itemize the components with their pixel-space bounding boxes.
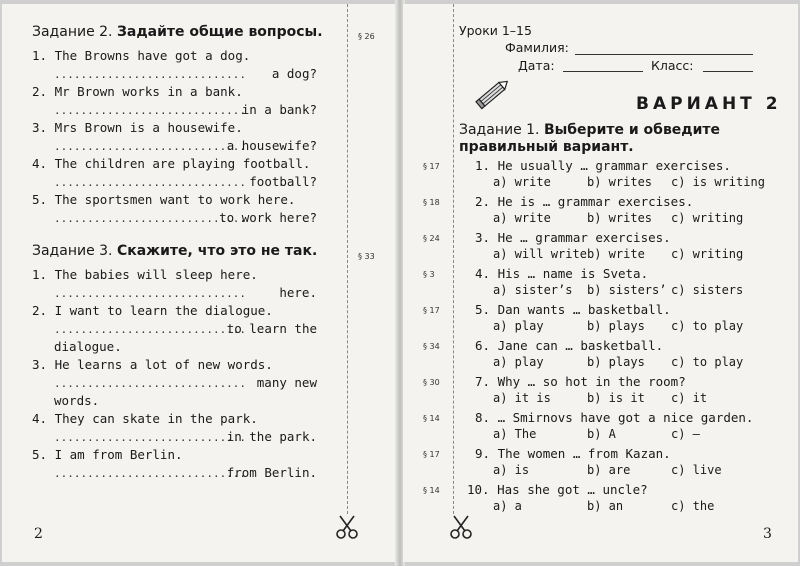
option-a: a) play <box>493 319 544 333</box>
page-number-left: 2 <box>34 526 43 542</box>
section-ref: § 14 <box>423 486 440 495</box>
option-c: c) live <box>671 463 722 477</box>
option-a: a) write <box>493 211 551 225</box>
sentence: 2. Mr Brown works in a bank. <box>32 84 243 99</box>
option-c: c) writing <box>671 211 744 225</box>
section-ref: § 14 <box>423 414 440 423</box>
option-a: a) sister’s <box>493 283 573 297</box>
task2-ref: § 26 <box>358 32 375 41</box>
option-b: b) are <box>587 463 631 477</box>
task1-title: Задание 1. Выберите и обведите <box>459 122 721 138</box>
option-b: b) an <box>587 499 624 513</box>
answer-tail: to work here? <box>219 210 317 225</box>
question: 1. He usually … grammar exercises. <box>475 158 731 173</box>
option-c: c) writing <box>671 247 744 261</box>
left-page <box>2 4 397 562</box>
task3-title: Задание 3. Скажите, что это не так. <box>32 243 318 259</box>
right-page <box>403 4 798 562</box>
date-blank <box>563 71 643 72</box>
option-a: a) it is <box>493 391 551 405</box>
pencil-icon <box>473 76 513 112</box>
answer-blank: ............................. <box>54 104 247 117</box>
option-a: a) The <box>493 427 537 441</box>
answer-continuation: dialogue. <box>54 339 122 354</box>
scissors-icon <box>449 514 473 540</box>
option-b: b) sisters’ <box>587 283 667 297</box>
question: 6. Jane can … basketball. <box>475 338 664 353</box>
task2-title: Задание 2. Задайте общие вопросы. <box>32 24 323 40</box>
answer-tail: here. <box>279 285 317 300</box>
section-ref: § 17 <box>423 162 440 171</box>
section-ref: § 24 <box>423 234 440 243</box>
option-a: a) write <box>493 175 551 189</box>
section-ref: § 3 <box>423 270 435 279</box>
page-number-right: 3 <box>763 526 772 542</box>
answer-tail: football? <box>249 174 317 189</box>
task1-title-line2: правильный вариант. <box>459 139 634 155</box>
scissors-icon <box>335 514 359 540</box>
date-label: Дата: <box>518 58 555 73</box>
sentence: 4. They can skate in the park. <box>32 411 258 426</box>
answer-tail: many new <box>256 375 317 390</box>
surname-label: Фамилия: <box>505 40 569 55</box>
answer-tail: in the park. <box>226 429 317 444</box>
option-b: b) plays <box>587 355 645 369</box>
option-a: a) a <box>493 499 522 513</box>
answer-blank: ............................. <box>54 176 247 189</box>
option-b: b) is it <box>587 391 645 405</box>
option-a: a) will write <box>493 247 587 261</box>
class-label: Класс: <box>651 58 694 73</box>
sentence: 1. The babies will sleep here. <box>32 267 258 282</box>
answer-tail: in a bank? <box>241 102 317 117</box>
sentence: 3. Mrs Brown is a housewife. <box>32 120 243 135</box>
answer-blank: ............................. <box>54 467 247 480</box>
lessons-label: Уроки 1–15 <box>459 23 532 38</box>
cut-line-left <box>347 4 348 514</box>
answer-tail: a housewife? <box>226 138 317 153</box>
answer-blank: ............................. <box>54 68 247 81</box>
question: 4. His … name is Sveta. <box>475 266 649 281</box>
option-b: b) A <box>587 427 616 441</box>
answer-blank: ............................. <box>54 287 247 300</box>
sentence: 5. The sportsmen want to work here. <box>32 192 296 207</box>
answer-tail: from Berlin. <box>226 465 317 480</box>
option-c: c) to play <box>671 319 744 333</box>
variant-title: ВАРИАНТ 2 <box>636 94 782 114</box>
option-c: c) the <box>671 499 715 513</box>
section-ref: § 17 <box>423 450 440 459</box>
answer-blank: ............................. <box>54 377 247 390</box>
option-b: b) plays <box>587 319 645 333</box>
option-b: b) writes <box>587 175 653 189</box>
question: 9. The women … from Kazan. <box>475 446 671 461</box>
sentence: 1. The Browns have got a dog. <box>32 48 251 63</box>
question: 3. He … grammar exercises. <box>475 230 671 245</box>
answer-blank: ............................. <box>54 431 247 444</box>
task3-ref: § 33 <box>358 252 375 261</box>
option-b: b) writes <box>587 211 653 225</box>
cut-line-right <box>453 4 454 514</box>
sentence: 3. He learns a lot of new words. <box>32 357 273 372</box>
section-ref: § 34 <box>423 342 440 351</box>
sentence: 4. The children are playing football. <box>32 156 311 171</box>
answer-continuation: words. <box>54 393 100 408</box>
answer-tail: a dog? <box>271 66 317 81</box>
option-c: c) sisters <box>671 283 744 297</box>
sentence: 2. I want to learn the dialogue. <box>32 303 273 318</box>
answer-blank: ............................. <box>54 323 247 336</box>
surname-blank <box>575 54 753 55</box>
section-ref: § 17 <box>423 306 440 315</box>
option-c: c) — <box>671 427 700 441</box>
sentence: 5. I am from Berlin. <box>32 447 183 462</box>
option-c: c) is writing <box>671 175 765 189</box>
question: 10. Has she got … uncle? <box>467 482 648 497</box>
question: 7. Why … so hot in the room? <box>475 374 686 389</box>
option-c: c) it <box>671 391 708 405</box>
option-c: c) to play <box>671 355 744 369</box>
section-ref: § 30 <box>423 378 440 387</box>
answer-tail: to learn the <box>226 321 317 336</box>
question: 5. Dan wants … basketball. <box>475 302 671 317</box>
answer-blank: ............................. <box>54 212 247 225</box>
option-a: a) is <box>493 463 530 477</box>
question: 2. He is … grammar exercises. <box>475 194 694 209</box>
option-b: b) write <box>587 247 645 261</box>
option-a: a) play <box>493 355 544 369</box>
answer-blank: ............................. <box>54 140 247 153</box>
class-blank <box>703 71 753 72</box>
question: 8. … Smirnovs have got a nice garden. <box>475 410 754 425</box>
section-ref: § 18 <box>423 198 440 207</box>
